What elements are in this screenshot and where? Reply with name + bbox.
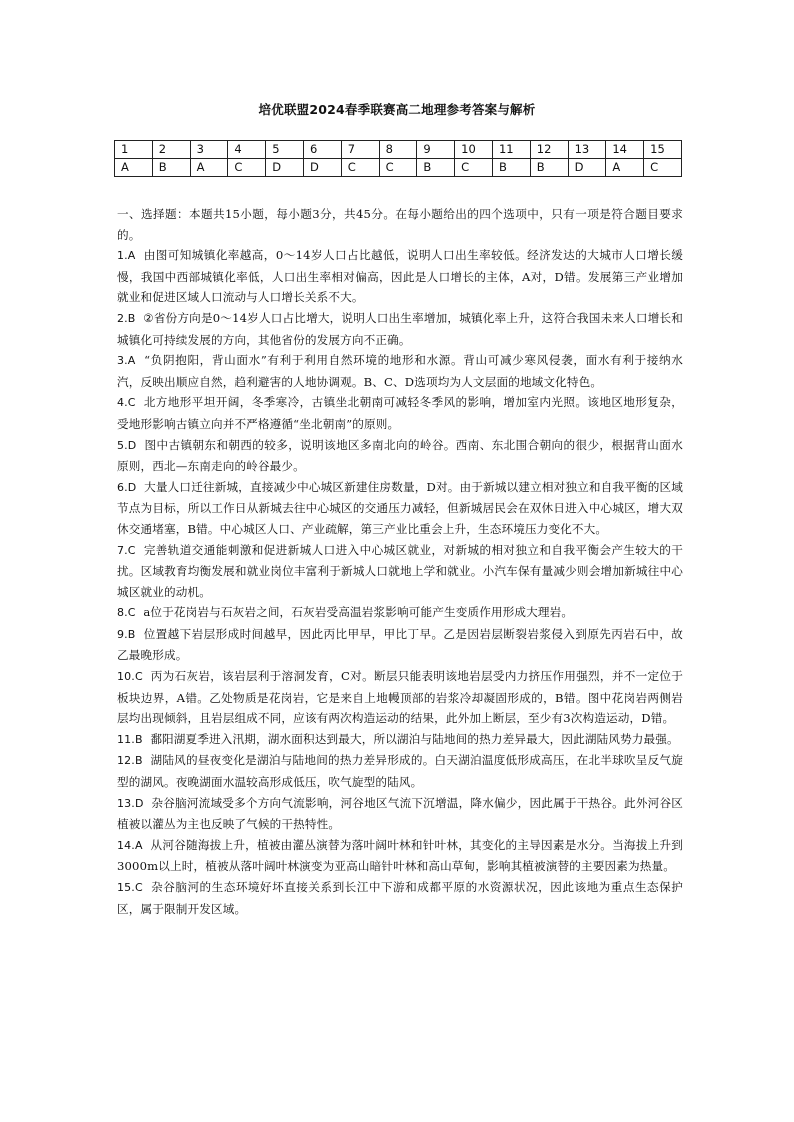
explanation-item [117,350,683,392]
answer-cell: D [568,159,606,177]
answer-cell: C [379,159,417,177]
question-number: 9 [417,141,455,159]
item-key: 15.C [117,881,143,894]
explanation-item [117,877,683,919]
answer-cell: D [266,159,304,177]
item-text: 大量人口迁往新城，直接减少中心城区新建住房数量，D对。由于新城以建立相对独立和自我平衡的区域节点为目标，所以工作日从新城去往中心城区的交通压力减轻，但新城居民会在双休日进入中心城区，增大双休交通堵塞，B错。中心城区人口、产业疏解，第三产业比重会上升，生态环境压力变化不大。 [117,479,684,536]
explanation-item [117,392,683,434]
question-number: 5 [266,141,304,159]
question-number: 8 [379,141,417,159]
question-number: 15 [644,141,682,159]
item-text: 鄱阳湖夏季进入汛期，湖水面积达到最大，所以湖泊与陆地间的热力差异最大，因此湖陆风势力最强。 [150,731,679,746]
item-key: 6.D [117,480,137,494]
item-text: 由图可知城镇化率越高，0～14岁人口占比越低，说明人口出生率较低。经济发达的大城市人口增长缓慢，我国中西部城镇化率低，人口出生率相对偏高，因此是人口增长的主体，A对，D错。发展第三产业增加就业和促进区域人口流动与人口增长关系不大。 [117,248,683,305]
item-text: 图中古镇朝东和朝西的较多，说明该地区多南北向的岭谷。西南、东北围合朝向的很少，根据背山面水原则，西北—东南走向的岭谷最少。 [117,437,683,474]
item-text: 位置越下岩层形成时间越早，因此丙比甲早，甲比丁早。乙是因岩层断裂岩浆侵入到原先丙岩石中，故乙最晚形成。 [117,626,683,663]
item-text: a位于花岗岩与石灰岩之间，石灰岩受高温岩浆影响可能产生变质作用形成大理岩。 [143,605,574,620]
item-key: 2.B [117,311,136,325]
page-title: 培优联盟2024春季联赛高二地理参考答案与解析 [258,102,536,117]
item-text: 杂谷脑河的生态环境好坏直接关系到长江中下游和成都平原的水资源状况，因此该地为重点生态保护区，属于限制开发区域。 [117,880,683,916]
item-key: 13.D [117,796,144,810]
answer-cell: C [341,159,379,177]
item-key: 5.D [117,438,137,452]
section-heading: 一、选择题：本题共15小题，每小题3分，共45分。在每小题给出的四个选项中，只有一项是符合题目要求的。 [117,207,683,242]
question-number: 11 [492,141,530,159]
answer-cell: C [228,159,266,177]
question-number: 2 [152,141,190,159]
explanation-item [117,477,683,540]
item-key: 8.C [117,606,136,620]
answer-table [114,140,682,177]
question-number: 1 [115,141,153,159]
item-key: 9.B [117,627,136,641]
answer-cell: A [190,159,228,177]
explanation-item [117,245,683,308]
item-text: “负阴抱阳，背山面水”有利于利用自然环境的地形和水源。背山可减少寒风侵袭，面水有利于接纳水汽，反映出顺应自然，趋利避害的人地协调观。B、C、D选项均为人文层面的地域文化特色。 [117,353,684,389]
item-text: 北方地形平坦开阔，冬季寒冷，古镇坐北朝南可减轻冬季风的影响，增加室内光照。该地区地形复杂，受地形影响古镇立向并不严格遵循“坐北朝南”的原则。 [117,395,684,431]
question-number-row [115,141,682,159]
answer-cell: B [492,159,530,177]
answer-cell: C [455,159,493,177]
item-key: 10.C [117,670,143,684]
question-number: 4 [228,141,266,159]
item-key: 7.C [117,543,136,557]
explanation-item [117,793,683,835]
item-text: 丙为石灰岩，该岩层利于溶洞发育，C对。断层只能表明该地岩层受内力挤压作用强烈，并不一定位于板块边界，A错。乙处物质是花岗岩，它是来自上地幔顶部的岩浆冷却凝固形成的，B错。图中花岗岩两侧岩层均出现倾斜，且岩层组成不同，应该有两次构造运动的结果，此外加上断层，至少有3次构造运动，D错。 [117,669,684,726]
explanation-item [117,666,683,729]
explanation-item [117,308,683,350]
item-key: 12.B [117,754,143,768]
item-key: 3.A [117,354,136,368]
item-text: 完善轨道交通能刺激和促进新城人口进入中心城区就业，对新城的相对独立和自我平衡会产生较大的干扰。区域教育均衡发展和就业岗位丰富利于新城人口就地上学和就业。小汽车保有量减少则会增加新城往中心城区就业的动机。 [117,542,684,599]
item-text: ②省份方向是0～14岁人口占比增大，说明人口出生率增加，城镇化率上升，这符合我国未来人口增长和城镇化可持续发展的方向，其他省份的发展方向不正确。 [117,310,684,347]
answer-cell: C [644,159,682,177]
item-text: 从河谷随海拔上升，植被由灌丛演替为落叶阔叶林和针叶林，其变化的主导因素是水分。当海拔上升到3000m以上时，植被从落叶阔叶林演变为亚高山暗针叶林和高山草甸，影响其植被演替的主要因素为热量。 [117,837,683,874]
explanation-item [117,835,683,877]
question-number: 10 [455,141,493,159]
answer-row [115,159,682,177]
explanation-item [117,602,683,624]
item-key: 14.A [117,838,143,852]
question-number: 7 [341,141,379,159]
explanation-body [117,204,683,919]
explanation-item [117,540,683,603]
explanation-item [117,624,683,666]
answer-cell: B [530,159,568,177]
answer-cell: B [417,159,455,177]
explanation-item [117,729,683,751]
item-key: 4.C [117,396,136,410]
answer-cell: A [115,159,153,177]
question-number: 12 [530,141,568,159]
answer-cell: D [303,159,341,177]
item-text: 湖陆风的昼夜变化是湖泊与陆地间的热力差异形成的。白天湖泊温度低形成高压，在北半球吹呈反气旋型的湖风。夜晚湖面水温较高形成低压，吹气旋型的陆风。 [117,753,683,790]
answer-cell: A [606,159,644,177]
item-text: 杂谷脑河流域受多个方向气流影响，河谷地区气流下沉增温，降水偏少，因此属于干热谷。此外河谷区植被以灌丛为主也反映了气候的干热特性。 [117,795,684,832]
item-key: 1.A [117,249,136,263]
question-number: 14 [606,141,644,159]
answer-cell: B [152,159,190,177]
explanation-item [117,435,683,477]
question-number: 3 [190,141,228,159]
item-key: 11.B [117,732,143,746]
question-number: 6 [303,141,341,159]
explanation-item [117,750,683,792]
question-number: 13 [568,141,606,159]
